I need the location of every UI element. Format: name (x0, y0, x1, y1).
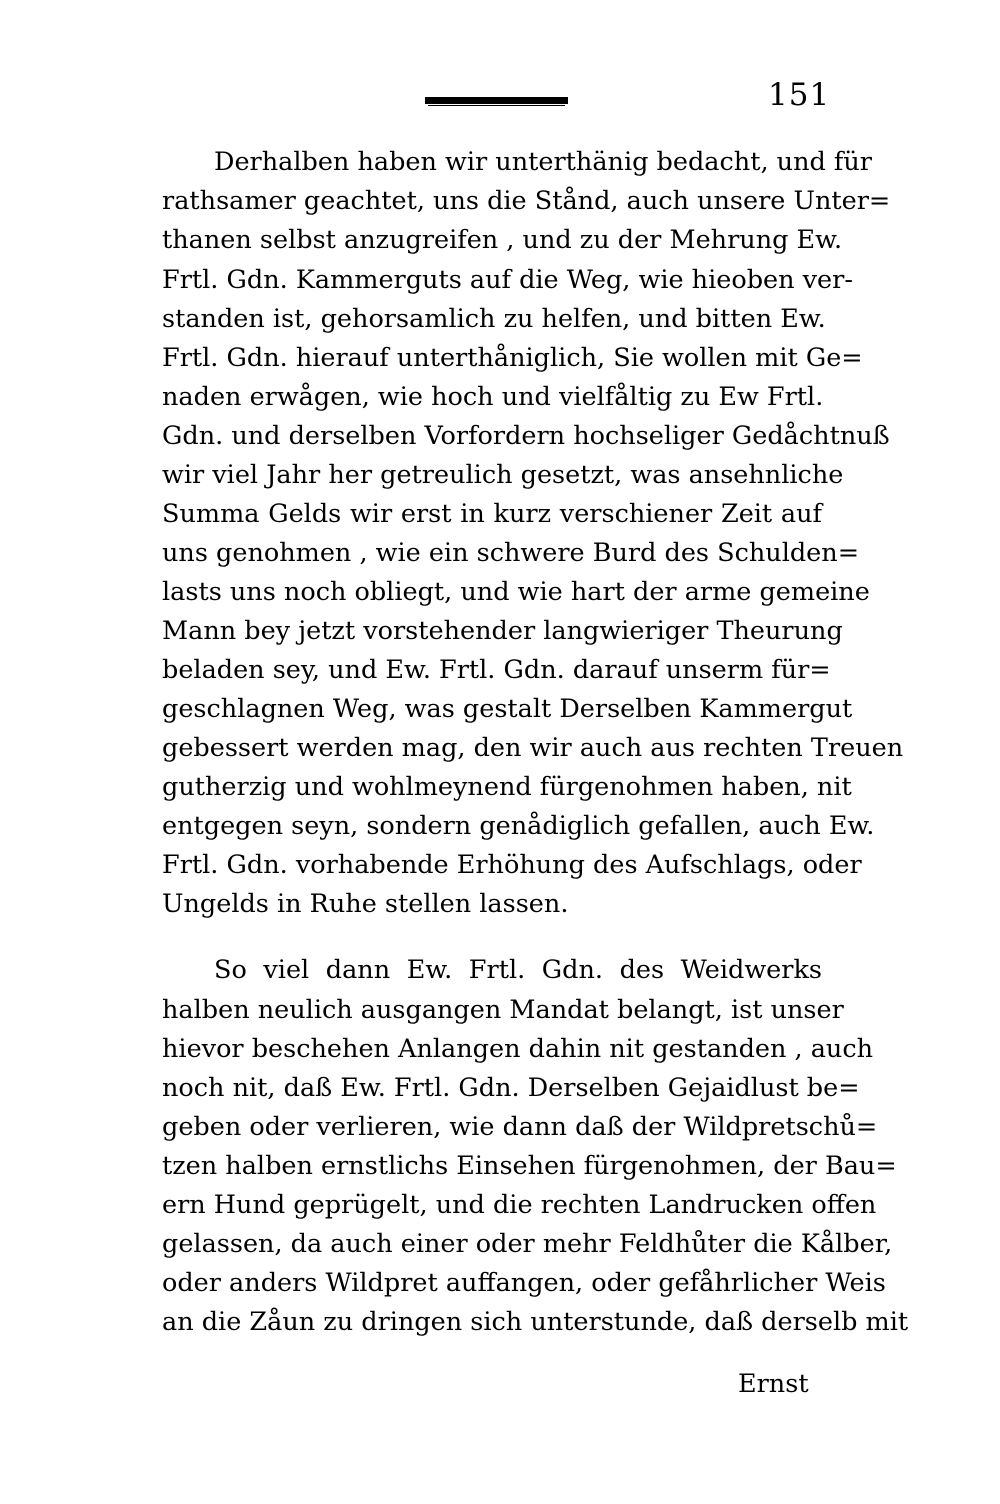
text-line: oder anders Wildpret auffangen, oder gefåhrlicher Weis (162, 1268, 886, 1298)
text-line: Gdn. und derselben Vorfordern hochseliger Gedåchtnuß (162, 421, 890, 451)
text-line: gutherzig und wohlmeynend fürgenohmen haben, nit (162, 772, 852, 802)
text-line: Summa Gelds wir erst in kurz verschiener Zeit auf (162, 499, 822, 529)
text-line: geben oder verlieren, wie dann daß der Wildpretschů= (162, 1112, 878, 1142)
text-line: beladen sey, und Ew. Frtl. Gdn. darauf unserm für= (162, 655, 831, 685)
text-line: hievor beschehen Anlangen dahin nit gestanden , auch (162, 1034, 874, 1064)
text-line: geschlagnen Weg, was gestalt Derselben Kammergut (162, 694, 853, 724)
text-line: Frtl. Gdn. hierauf unterthåniglich, Sie wollen mit Ge= (162, 343, 863, 373)
text-line: Mann bey jetzt vorstehender langwieriger Theurung (162, 616, 843, 646)
text-line: an die Zåun zu dringen sich unterstunde, daß derselb mit (162, 1307, 909, 1337)
text-line: rathsamer geachtet, uns die Stånd, auch unsere Unter= (162, 186, 891, 216)
text-line: gebessert werden mag, den wir auch aus rechten Treuen (162, 733, 904, 763)
text-line: standen ist, gehorsamlich zu helfen, und bitten Ew. (162, 304, 826, 334)
text-line: noch nit, daß Ew. Frtl. Gdn. Derselben Gejaidlust be= (162, 1073, 860, 1103)
text-line: So viel dann Ew. Frtl. Gdn. des Weidwerks (214, 955, 822, 985)
text-line: naden erwågen, wie hoch und vielfåltig zu Ew Frtl. (162, 382, 824, 412)
page-number: 151 (768, 77, 831, 113)
text-line: wir viel Jahr her getreulich gesetzt, was ansehnliche (162, 460, 844, 490)
text-line: Frtl. Gdn. vorhabende Erhöhung des Aufschlags, oder (162, 850, 862, 880)
text-line: entgegen seyn, sondern genådiglich gefallen, auch Ew. (162, 811, 875, 841)
text-line: Ungelds in Ruhe stellen lassen. (162, 889, 569, 919)
text-line: Frtl. Gdn. Kammerguts auf die Weg, wie hieoben ver- (162, 265, 853, 295)
text-line: uns genohmen , wie ein schwere Burd des Schulden= (162, 538, 860, 568)
header-rule (425, 97, 568, 104)
text-line: halben neulich ausgangen Mandat belangt, ist unser (162, 995, 844, 1025)
text-line: tzen halben ernstlichs Einsehen fürgenohmen, der Bau= (162, 1151, 897, 1181)
text-line: Derhalben haben wir unterthänig bedacht, und für (214, 147, 872, 177)
text-line: gelassen, da auch einer oder mehr Feldhůter die Kålber, (162, 1229, 893, 1259)
text-line: ern Hund geprügelt, und die rechten Landrucken offen (162, 1190, 877, 1220)
catchword: Ernst (738, 1369, 809, 1399)
text-line: thanen selbst anzugreifen , und zu der Mehrung Ew. (162, 225, 843, 255)
text-line: lasts uns noch obliegt, und wie hart der arme gemeine (162, 577, 870, 607)
